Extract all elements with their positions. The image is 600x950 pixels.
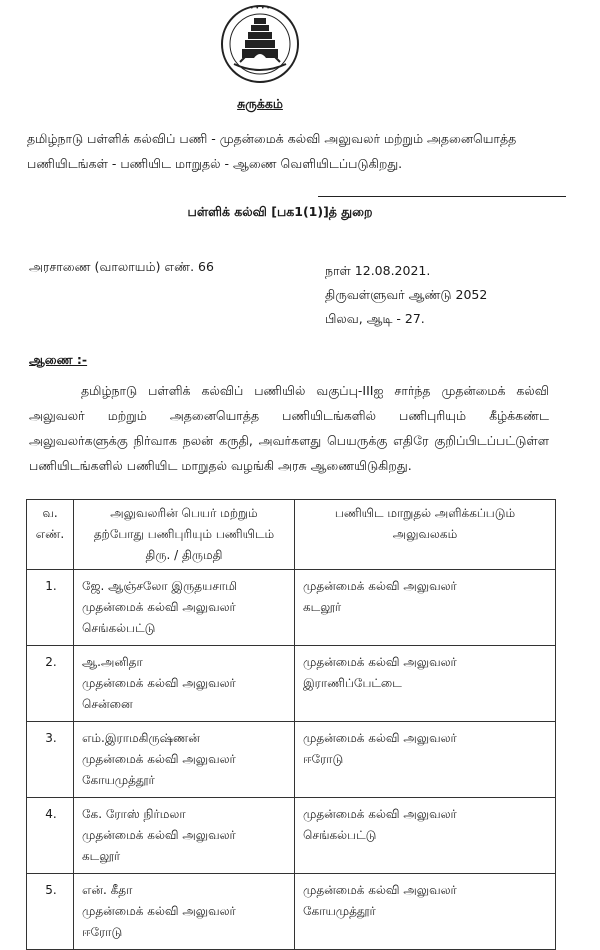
order-body: தமிழ்நாடு பள்ளிக் கல்விப் பணியில் வகுப்பு-IIIஐ சார்ந்த முதன்மைக் கல்வி அலுவலர் மற்றும் அதனையொத்த பணியிடங்களில் பணிபுரியும் கீழ்க்கண்ட அலுவலர்களுக்கு நிர்வாக நலன் கருதி, அவர்களது பெயருக்கு எதிரே குறிப்பிடப்பட்டுள்ள பணியிடங்களில் பணியிட மாறுதல் வழங்கி அரசு ஆணையிடுகிறது. — [29, 383, 549, 473]
serial-cell: 2. — [27, 646, 74, 722]
table-header-row — [27, 500, 556, 570]
serial-cell: 4. — [27, 798, 74, 874]
summary-heading: சுருக்கம் — [237, 96, 283, 111]
officer-cell: எம்.இராமகிருஷ்ணன் முதன்மைக் கல்வி அலுவலர் கோயமுத்தூர் — [74, 722, 295, 798]
officer-cell: ஜே. ஆஞ்சலோ இருதயசாமி முதன்மைக் கல்வி அலுவலர் செங்கல்பட்டு — [74, 570, 295, 646]
date-line: நாள் 12.08.2021. — [325, 263, 431, 278]
department-heading: பள்ளிக் கல்வி [பக1(1)]த் துறை — [187, 204, 373, 219]
officer-header: அலுவலரின் பெயர் மற்றும் தற்போது பணிபுரியும் பணியிடம் திரு. / திருமதி — [74, 500, 295, 570]
posting-cell: முதன்மைக் கல்வி அலுவலர் கடலூர் — [295, 570, 556, 646]
table-row — [27, 570, 556, 646]
officer-cell: என். கீதா முதன்மைக் கல்வி அலுவலர் ஈரோடு — [74, 874, 295, 950]
subject-divider — [318, 196, 566, 197]
government-emblem-icon — [218, 2, 302, 90]
transfer-table — [26, 499, 556, 950]
order-heading: ஆணை :- — [29, 352, 88, 367]
posting-cell: முதன்மைக் கல்வி அலுவலர் கோயமுத்தூர் — [295, 874, 556, 950]
svg-text:• • • •: • • • • — [250, 5, 270, 12]
go-number: அரசாணை (வாலாயம்) எண். 66 — [29, 259, 214, 274]
table-row — [27, 874, 556, 950]
table-row — [27, 798, 556, 874]
subject-text: தமிழ்நாடு பள்ளிக் கல்விப் பணி - முதன்மைக் கல்வி அலுவலர் மற்றும் அதனையொத்த பணியிடங்கள் - பணியிட மாறுதல் - ஆணை வெளியிடப்படுகிறது. — [27, 131, 517, 171]
tamil-year-line: திருவள்ளுவர் ஆண்டு 2052 — [325, 287, 488, 302]
posting-header: பணியிட மாறுதல் அளிக்கப்படும் அலுவலகம் — [295, 500, 556, 570]
serial-cell: 5. — [27, 874, 74, 950]
serial-header: வ. எண். — [27, 500, 74, 570]
posting-cell: முதன்மைக் கல்வி அலுவலர் செங்கல்பட்டு — [295, 798, 556, 874]
serial-cell: 3. — [27, 722, 74, 798]
table-row — [27, 722, 556, 798]
posting-cell: முதன்மைக் கல்வி அலுவலர் இராணிப்பேட்டை — [295, 646, 556, 722]
posting-cell: முதன்மைக் கல்வி அலுவலர் ஈரோடு — [295, 722, 556, 798]
go-date-block — [325, 259, 487, 331]
officer-cell: கே. ரோஸ் நிர்மலா முதன்மைக் கல்வி அலுவலர் கடலூர் — [74, 798, 295, 874]
officer-cell: ஆ.அனிதா முதன்மைக் கல்வி அலுவலர் சென்னை — [74, 646, 295, 722]
tamil-month-line: பிலவ, ஆடி - 27. — [325, 311, 425, 326]
serial-cell: 1. — [27, 570, 74, 646]
table-row — [27, 646, 556, 722]
